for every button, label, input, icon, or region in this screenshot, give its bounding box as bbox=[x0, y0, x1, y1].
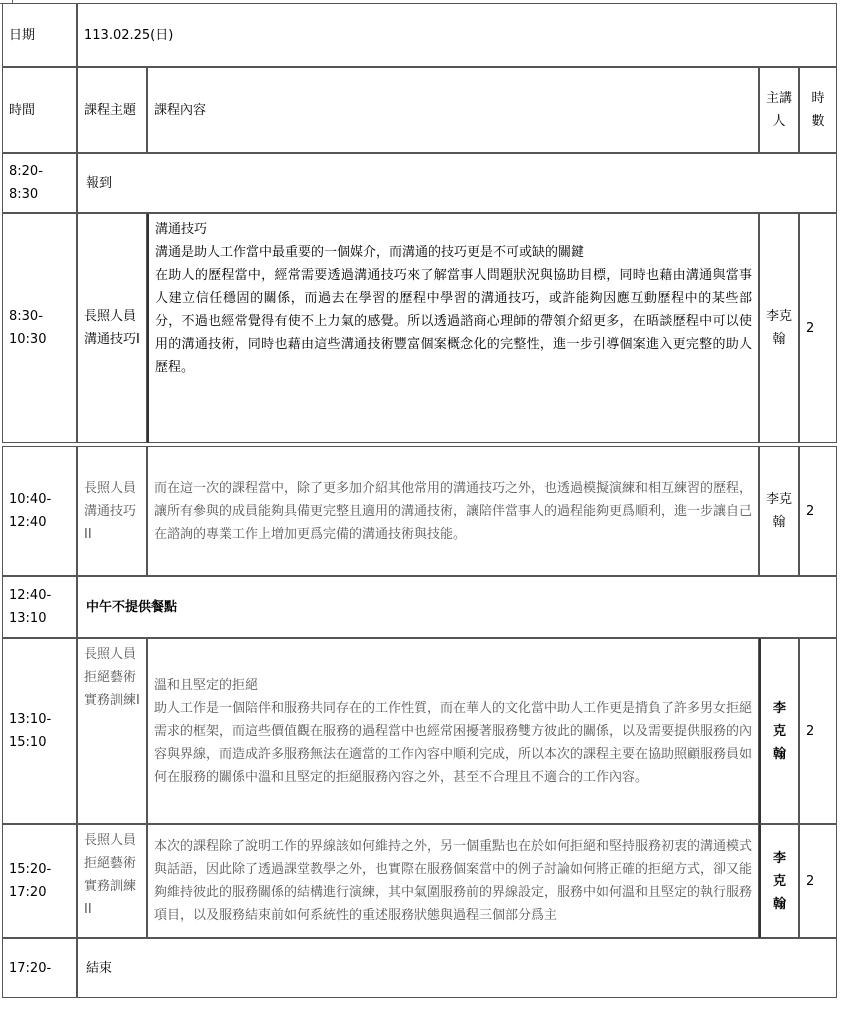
row-content-title: 報到 bbox=[77, 153, 837, 213]
row-hours: 2 bbox=[799, 824, 837, 938]
row-content-body: 本次的課程除了說明工作的界線該如何維持之外，另一個重點也在於如何拒絕和堅持服務初衷的溝通模式與話語，因此除了透過課堂教學之外，也實際在服務個案當中的例子討論如何將正確的拒絕方式，卻又能夠維持彼此的服務關係的結構進行演練，其中氣圍服務前的界線設定，服務中如何溫和且堅定的執行服務項目，以及服務結束前如何系統性的重述服務狀態與過程三個部分爲主 bbox=[147, 824, 759, 938]
row-hours: 2 bbox=[799, 446, 837, 576]
schedule-row-session-4 bbox=[2, 824, 837, 938]
row-topic: 長照人員溝通技巧I bbox=[77, 213, 147, 443]
row-content-body: 溝通是助人工作當中最重要的一個媒介，而溝通的技巧更是不可或缺的關鍵 在助人的歷程當中，經常需要透過溝通技巧來了解當事人問題狀況與協助目標，同時也藉由溝通與當事人建立信任穩固的關係，而過去在學習的歷程中學習的溝通技巧，或許能夠因應互動歷程中的某些部分，不過也經常覺得有使不上力氣的感覺。所以透過諮商心理師的帶領介紹更多，在晤談歷程中可以使用的溝通技術，同時也藉由這些溝通技術豐富個案概念化的完整性，進一步引導個案進入更完整的助人歷程。 bbox=[155, 245, 752, 375]
row-speaker: 李克翰 bbox=[759, 213, 799, 443]
row-content-title: 溫和且堅定的拒絕 bbox=[154, 677, 259, 693]
header-content: 課程內容 bbox=[147, 67, 759, 153]
row-speaker: 李克翰 bbox=[759, 824, 799, 938]
schedule-row-checkin bbox=[2, 153, 837, 213]
row-time: 17:20- bbox=[2, 938, 77, 998]
schedule-row-session-3 bbox=[2, 638, 837, 824]
schedule-row-end bbox=[2, 938, 837, 998]
row-content-body: 而在這一次的課程當中，除了更多加介紹其他常用的溝通技巧之外，也透過模擬演練和相互練習的歷程，讓所有參與的成員能夠具備更完整且適用的溝通技術，讓陪伴當事人的過程能夠更爲順利，進一步讓自己在諮詢的專業工作上增加更爲完備的溝通技術與技能。 bbox=[147, 446, 759, 576]
row-content-body: 助人工作是一個陪伴和服務共同存在的工作性質，而在華人的文化當中助人工作更是揹負了許多男女拒絕需求的框架，而這些價值觀在服務的過程當中也經常困擾著服務雙方彼此的關係，以及需要提供服務的內容與界線，而造成許多服務無法在適當的工作內容中順利完成，所以本次的課程主要在協助照顧服務員如何在服務的關係中溫和且堅定的拒絕服務內容之外，甚至不合理且不適合的工作內容。 bbox=[154, 700, 753, 785]
row-speaker: 李克翰 bbox=[759, 638, 799, 824]
row-hours: 2 bbox=[799, 638, 837, 824]
row-content bbox=[147, 638, 759, 824]
row-time: 8:20-8:30 bbox=[2, 153, 77, 213]
date-label: 日期 bbox=[2, 3, 77, 67]
row-content-title: 中午不提供餐點 bbox=[77, 576, 837, 638]
row-content-title: 溝通技巧 bbox=[155, 222, 208, 237]
row-topic: 長照人員拒絕藝術實務訓練I bbox=[77, 638, 147, 824]
header-topic: 課程主題 bbox=[77, 67, 147, 153]
header-time: 時間 bbox=[2, 67, 77, 153]
row-topic: 長照人員溝通技巧II bbox=[77, 446, 147, 576]
row-hours: 2 bbox=[799, 213, 837, 443]
header-speaker: 主講人 bbox=[759, 67, 799, 153]
schedule-row-lunch bbox=[2, 576, 837, 638]
row-time: 12:40-13:10 bbox=[2, 576, 77, 638]
schedule-row-session-2 bbox=[2, 446, 837, 576]
row-content bbox=[147, 213, 759, 443]
row-topic: 長照人員拒絕藝術實務訓練II bbox=[77, 824, 147, 938]
row-speaker: 李克翰 bbox=[759, 446, 799, 576]
row-time: 13:10-15:10 bbox=[2, 638, 77, 824]
schedule-row-session-1 bbox=[2, 213, 837, 443]
row-time: 15:20-17:20 bbox=[2, 824, 77, 938]
row-time: 10:40-12:40 bbox=[2, 446, 77, 576]
header-hours: 時數 bbox=[799, 67, 837, 153]
date-value: 113.02.25(日) bbox=[77, 3, 837, 67]
header-row bbox=[2, 67, 837, 153]
date-row bbox=[2, 3, 837, 67]
course-schedule-table bbox=[2, 3, 837, 998]
row-time: 8:30-10:30 bbox=[2, 213, 77, 443]
row-content-title: 結束 bbox=[77, 938, 837, 998]
